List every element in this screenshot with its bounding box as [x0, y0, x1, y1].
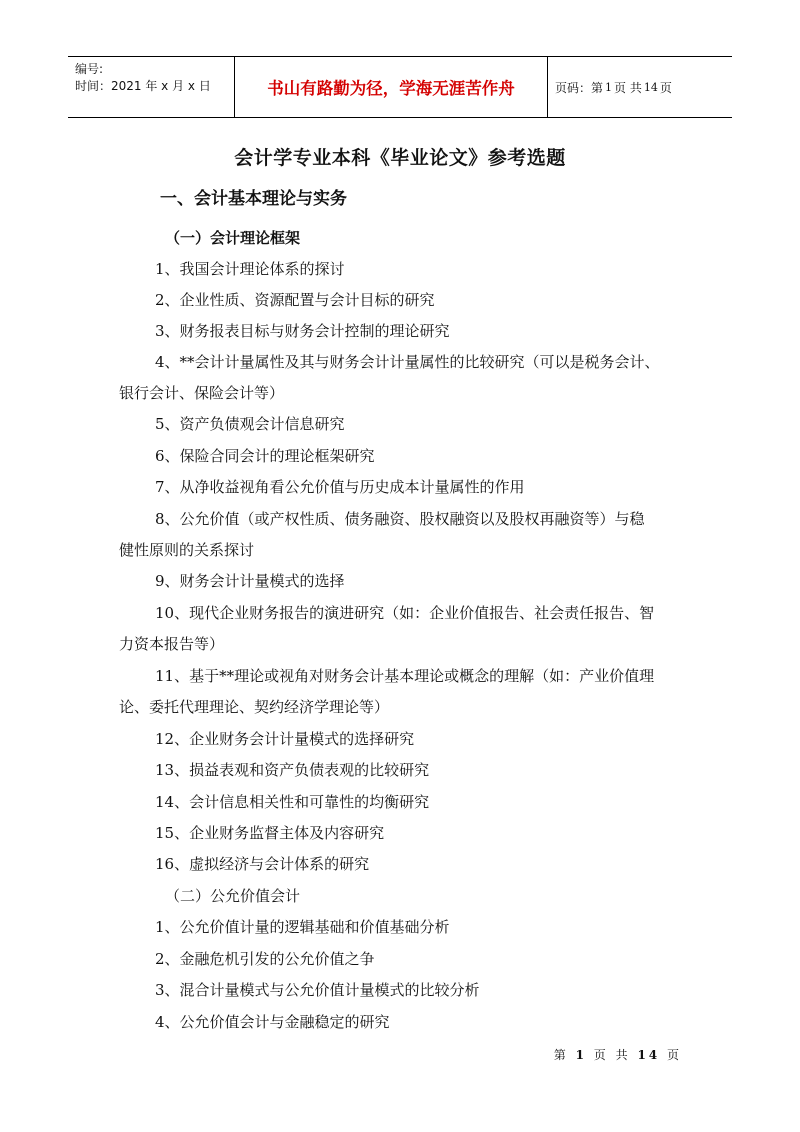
list-item-continuation: 力资本报告等） [119, 635, 225, 653]
page-number: 1 [605, 80, 613, 94]
list-item: 13、损益表观和资产负债表观的比较研究 [155, 761, 430, 779]
list-item-continuation: 论、委托代理理论、契约经济学理论等） [119, 698, 390, 716]
list-item: 3、财务报表目标与财务会计控制的理论研究 [155, 322, 450, 340]
list-item: 2、金融危机引发的公允价值之争 [155, 950, 375, 968]
list-item: 10、现代企业财务报告的演进研究（如：企业价值报告、社会责任报告、智 [155, 604, 655, 622]
header-page-info [548, 57, 732, 117]
page-mid: 页 共 [614, 80, 642, 95]
page-total: 14 [643, 80, 658, 94]
page-footer [554, 1046, 682, 1063]
list-item-continuation: 银行会计、保险会计等） [119, 384, 285, 402]
page-suffix: 页 [659, 80, 672, 95]
list-item: 6、保险合同会计的理论框架研究 [155, 447, 375, 465]
footer-suffix: 页 [666, 1048, 682, 1062]
section-heading: 一、会计基本理论与实务 [160, 189, 347, 209]
list-item: 8、公允价值（或产权性质、债务融资、股权融资以及股权再融资等）与稳 [155, 510, 645, 528]
list-item: 11、基于**理论或视角对财务会计基本理论或概念的理解（如：产业价值理 [155, 667, 655, 685]
list-item: 7、从净收益视角看公允价值与历史成本计量属性的作用 [155, 478, 525, 496]
document-title: 会计学专业本科《毕业论文》参考选题 [234, 147, 566, 169]
list-item: 9、财务会计计量模式的选择 [155, 572, 345, 590]
serial-label: 编号: [75, 62, 104, 76]
list-item: 4、公允价值会计与金融稳定的研究 [155, 1013, 390, 1031]
document-header [68, 56, 732, 118]
header-motto: 书山有路勤为径，学海无涯苦作舟 [234, 57, 548, 117]
list-item: 1、我国会计理论体系的探讨 [155, 260, 345, 278]
subsection-heading: （一）会计理论框架 [165, 229, 301, 247]
footer-mid: 页 共 [593, 1048, 631, 1062]
list-item: 1、公允价值计量的逻辑基础和价值基础分析 [155, 918, 450, 936]
list-item: 14、会计信息相关性和可靠性的均衡研究 [155, 793, 430, 811]
list-item-continuation: 健性原则的关系探讨 [119, 541, 255, 559]
header-meta [68, 57, 234, 117]
list-item: 3、混合计量模式与公允价值计量模式的比较分析 [155, 981, 480, 999]
subsection-heading: （二）公允价值会计 [165, 887, 301, 905]
footer-page-total: 14 [637, 1048, 661, 1062]
list-item: 16、虚拟经济与会计体系的研究 [155, 855, 370, 873]
list-item: 15、企业财务监督主体及内容研究 [155, 824, 385, 842]
list-item: 2、企业性质、资源配置与会计目标的研究 [155, 291, 435, 309]
list-item: 12、企业财务会计计量模式的选择研究 [155, 730, 415, 748]
list-item: 4、**会计计量属性及其与财务会计计量属性的比较研究（可以是税务会计、 [155, 353, 660, 371]
footer-page-number: 1 [575, 1048, 587, 1062]
page-prefix: 页码：第 [555, 80, 604, 95]
time-label: 时间：2021 年 x 月 x 日 [75, 79, 211, 93]
list-item: 5、资产负债观会计信息研究 [155, 415, 345, 433]
footer-prefix: 第 [553, 1048, 569, 1062]
